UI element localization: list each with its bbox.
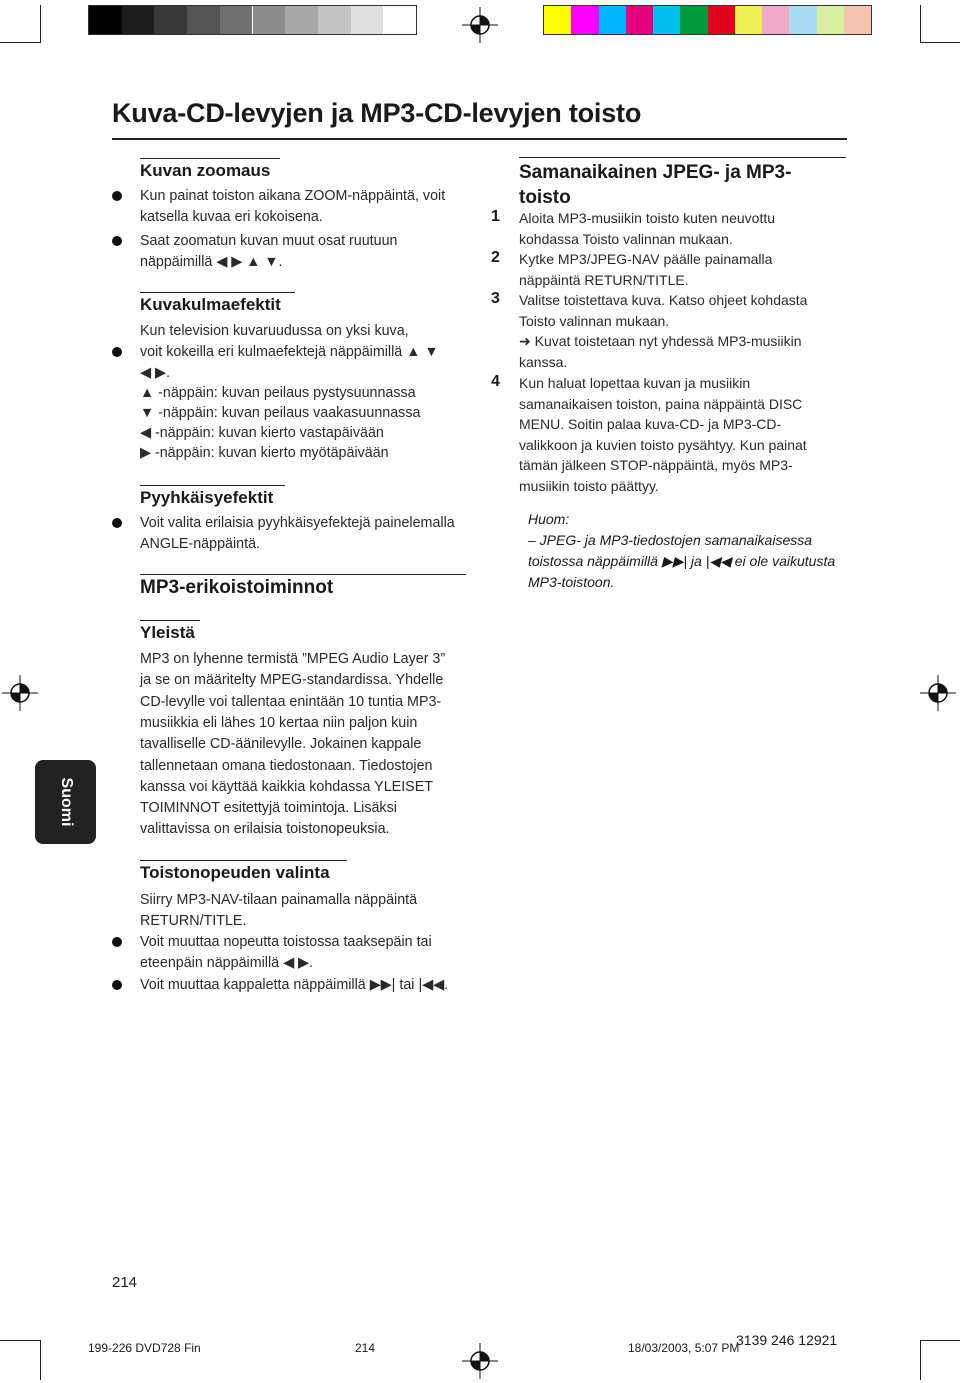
text-line: ◀ ▶. <box>140 365 170 381</box>
section-heading-wipe: Pyyhkäisyefektit <box>140 485 285 508</box>
footer-page: 214 <box>355 1341 376 1355</box>
step-text-line: musiikin toisto päättyy. <box>519 478 659 494</box>
text-line: voit kokeilla eri kulmaefektejä näppäimillä ▲ ▼ <box>140 344 439 360</box>
step-text-line: Kun haluat lopettaa kuvan ja musiikin <box>519 375 751 391</box>
text-line: eteenpäin näppäimillä ◀ ▶. <box>140 955 314 971</box>
bullet-icon <box>112 937 122 947</box>
step-text-line: MENU. Soitin palaa kuva-CD- ja MP3-CD- <box>519 416 782 433</box>
crop-mark <box>40 1340 41 1380</box>
grayscale-calibration-bar <box>88 5 417 35</box>
text-line: ja se on määritelty MPEG-standardissa. Yhdelle <box>140 672 444 689</box>
color-swatch <box>762 6 789 34</box>
text-line: Voit muuttaa kappaletta näppäimillä ▶▶| tai |◀◀. <box>140 977 449 993</box>
crop-mark <box>920 42 960 43</box>
note-title: Huom: <box>528 511 570 527</box>
step-number: 4 <box>491 373 500 390</box>
text-line: valittavissa on erilaisia toistonopeuksia. <box>140 821 390 838</box>
heading-line: Samanaikainen JPEG- ja MP3- <box>519 162 792 183</box>
title-rule <box>112 138 847 140</box>
step-text-line: tämän jälkeen STOP-näppäintä, myös MP3- <box>519 457 793 474</box>
text-line: ◀ -näppäin: kuvan kierto vastapäivään <box>140 425 384 441</box>
text-line: Siirry MP3-NAV-tilaan painamalla näppäintä <box>140 892 418 908</box>
color-swatch <box>599 6 626 34</box>
color-swatch <box>154 6 187 34</box>
language-tab-label: Suomi <box>57 777 75 827</box>
color-swatch <box>708 6 735 34</box>
text-line: Voit muuttaa nopeutta toistossa taaksepäin tai <box>140 934 432 950</box>
color-swatch <box>187 6 220 34</box>
language-tab <box>35 760 96 844</box>
crop-mark <box>920 5 921 43</box>
footer-date: 18/03/2003, 5:07 PM <box>628 1341 740 1355</box>
note-line: – JPEG- ja MP3-tiedostojen samanaikaisessa <box>528 532 813 548</box>
step-number: 3 <box>491 290 500 307</box>
registration-mark-icon <box>2 675 38 711</box>
bullet-icon <box>112 518 122 528</box>
color-swatch <box>253 6 286 34</box>
section-heading-zoom: Kuvan zoomaus <box>140 158 280 181</box>
text-line: RETURN/TITLE. <box>140 913 247 929</box>
color-swatch <box>680 6 707 34</box>
color-swatch <box>844 6 871 34</box>
crop-mark <box>0 1340 40 1341</box>
step-text-line: Kytke MP3/JPEG-NAV päälle painamalla <box>519 251 773 267</box>
crop-mark <box>0 42 40 43</box>
text-line: kanssa voi käyttää kaikkia kohdassa YLEISET <box>140 778 433 795</box>
color-calibration-bar <box>543 5 872 35</box>
text-line: ▼ -näppäin: kuvan peilaus vaakasuunnassa <box>140 405 421 421</box>
page-title: Kuva-CD-levyjen ja MP3-CD-levyjen toisto <box>112 98 642 128</box>
registration-mark-icon <box>462 1343 498 1379</box>
section-heading-simultaneous <box>519 157 846 210</box>
footer-code: 3139 246 12921 <box>736 1332 838 1348</box>
note-line: MP3-toistoon. <box>528 574 615 590</box>
color-swatch <box>383 6 416 34</box>
text-line: tavalliselle CD-äänilevylle. Jokainen kappale <box>140 736 422 753</box>
footer-file: 199-226 DVD728 Fin <box>88 1341 201 1355</box>
step-number: 2 <box>491 249 500 266</box>
color-swatch <box>122 6 155 34</box>
color-swatch <box>220 6 253 34</box>
step-text-line: Aloita MP3-musiikin toisto kuten neuvottu <box>519 210 776 226</box>
color-swatch <box>817 6 844 34</box>
step-text-line: Valitse toistettava kuva. Katso ohjeet kohdasta <box>519 292 808 308</box>
note-line: toistossa näppäimillä ▶▶| ja |◀◀ ei ole vaikutusta <box>528 553 836 569</box>
color-swatch <box>571 6 598 34</box>
text-line: MP3 on lyhenne termistä ”MPEG Audio Layer 3” <box>140 651 446 667</box>
color-swatch <box>544 6 571 34</box>
heading-line: toisto <box>519 187 571 208</box>
step-text-line: näppäintä RETURN/TITLE. <box>519 271 689 288</box>
color-swatch <box>318 6 351 34</box>
bullet-icon <box>112 191 122 201</box>
text-line: ▲ -näppäin: kuvan peilaus pystysuunnassa <box>140 385 416 401</box>
color-swatch <box>89 6 122 34</box>
section-heading-speed: Toistonopeuden valinta <box>140 860 347 883</box>
color-swatch <box>626 6 653 34</box>
text-line: näppäimillä ◀ ▶ ▲ ▼. <box>140 254 283 270</box>
text-line: ▶ -näppäin: kuvan kierto myötäpäivään <box>140 445 389 461</box>
step-text-line: valikkoon ja kuvien toisto pysähtyy. Kun painat <box>519 436 807 453</box>
step-text-line: kanssa. <box>519 353 568 370</box>
page-number: 214 <box>112 1274 138 1291</box>
text-line: ANGLE-näppäintä. <box>140 536 261 552</box>
text-line: Kun television kuvaruudussa on yksi kuva, <box>140 323 409 339</box>
registration-mark-icon <box>920 675 956 711</box>
color-swatch <box>735 6 762 34</box>
step-text-line: samanaikaisen toiston, paina näppäintä DISC <box>519 395 803 412</box>
step-text-line: ➜ Kuvat toistetaan nyt yhdessä MP3-musiikin <box>519 333 802 350</box>
section-heading-mp3: MP3-erikoistoiminnot <box>140 574 466 599</box>
bullet-icon <box>112 236 122 246</box>
text-line: Kun painat toiston aikana ZOOM-näppäintä, voit <box>140 188 446 204</box>
text-line: musiikkia eli lähes 10 kertaa niin paljon kuin <box>140 714 418 731</box>
step-text-line: Toisto valinnan mukaan. <box>519 312 670 329</box>
color-swatch <box>351 6 384 34</box>
registration-mark-icon <box>462 7 498 43</box>
text-line: CD-levylle voi tallentaa enintään 10 tuntia MP3- <box>140 693 442 710</box>
text-line: Voit valita erilaisia pyyhkäisyefektejä painelemalla <box>140 515 455 531</box>
crop-mark <box>920 1340 960 1341</box>
text-line: TOIMINNOT esitettyjä toimintoja. Lisäksi <box>140 800 397 817</box>
text-line: katsella kuvaa eri kokoisena. <box>140 209 323 225</box>
text-line: Saat zoomatun kuvan muut osat ruutuun <box>140 233 398 249</box>
section-heading-angle: Kuvakulmaefektit <box>140 292 295 315</box>
color-swatch <box>653 6 680 34</box>
step-text-line: kohdassa Toisto valinnan mukaan. <box>519 230 733 247</box>
step-number: 1 <box>491 208 500 225</box>
crop-mark <box>920 1340 921 1380</box>
bullet-icon <box>112 347 122 357</box>
bullet-icon <box>112 980 122 990</box>
color-swatch <box>789 6 816 34</box>
section-heading-general: Yleistä <box>140 620 200 643</box>
crop-mark <box>40 5 41 43</box>
color-swatch <box>285 6 318 34</box>
text-line: tallennetaan omana tiedostonaan. Tiedostojen <box>140 757 433 774</box>
